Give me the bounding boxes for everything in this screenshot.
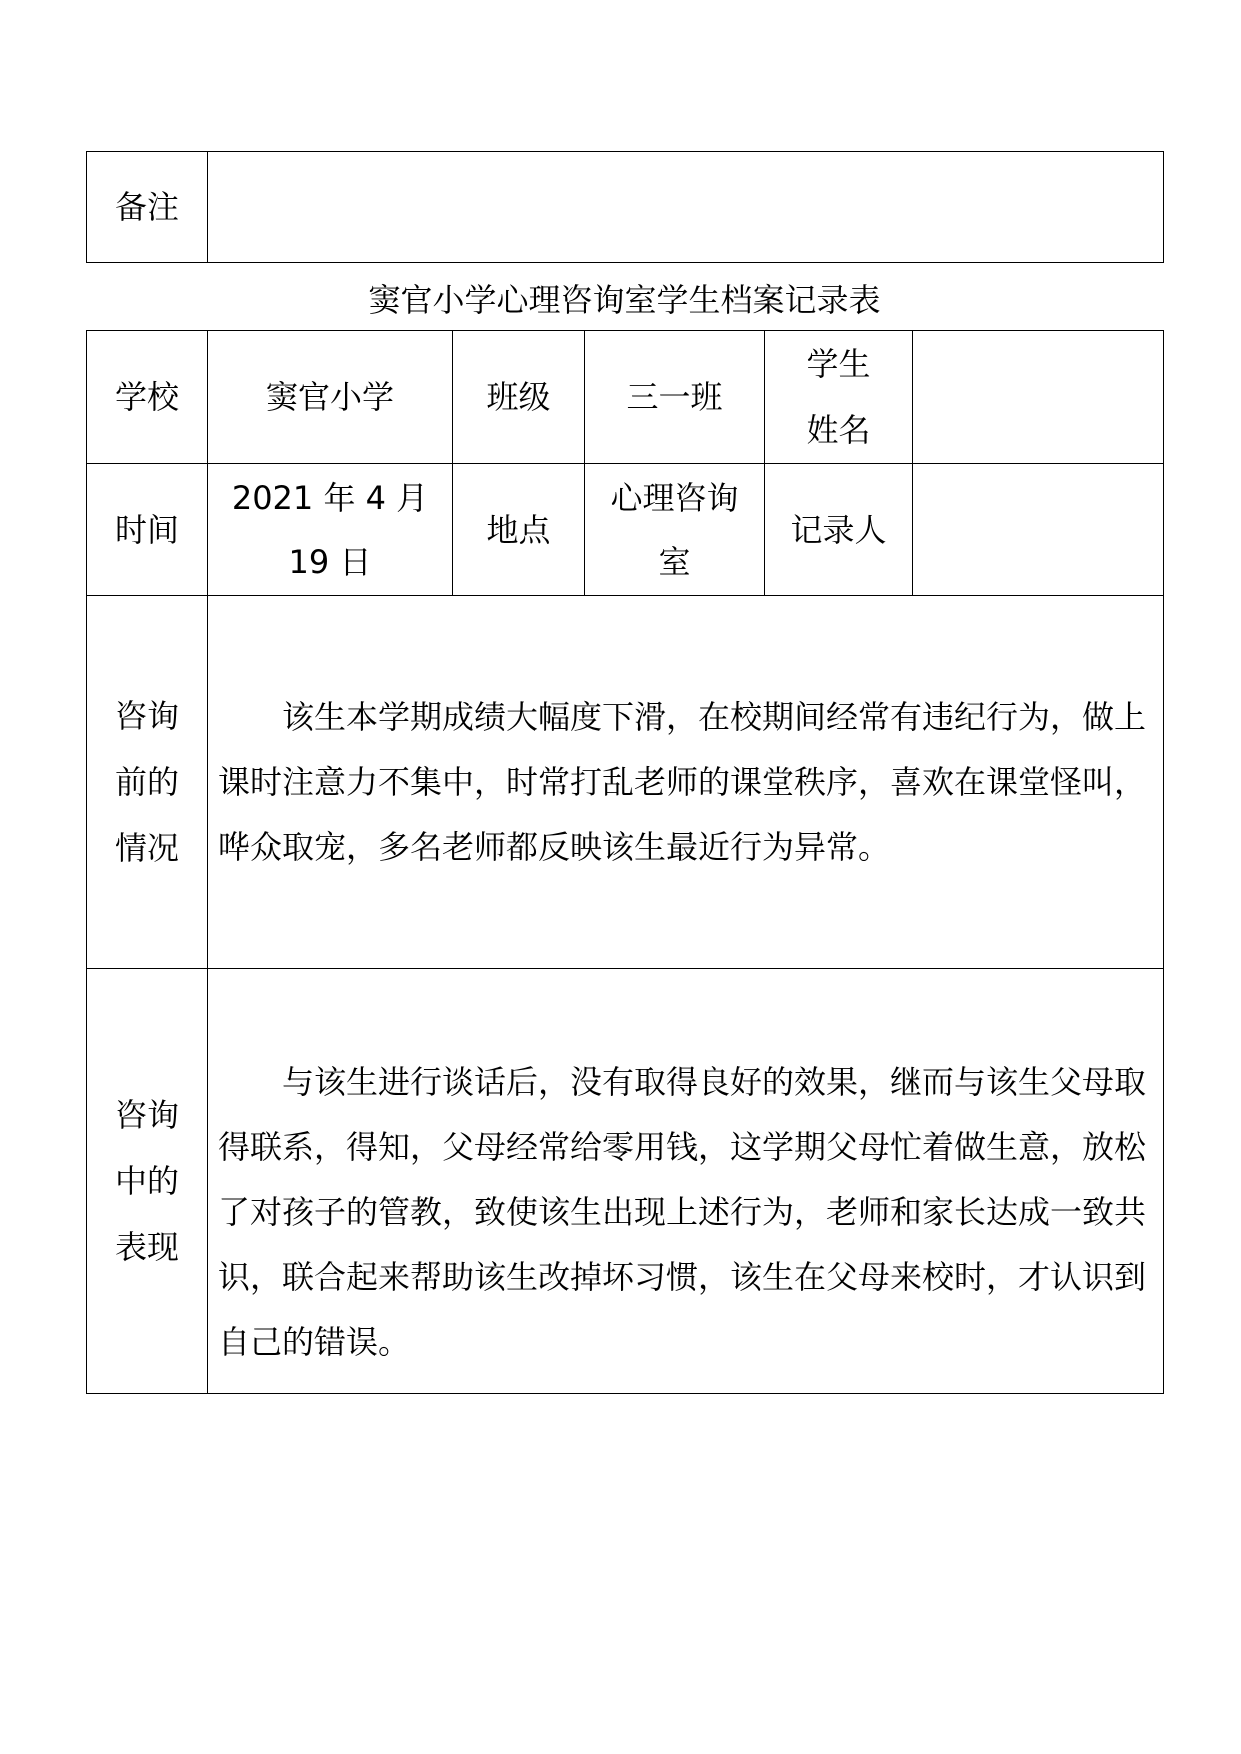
before-content: 该生本学期成绩大幅度下滑，在校期间经常有违纪行为，做上课时注意力不集中，时常打乱老师的课堂秩序，喜欢在课堂怪叫，哗众取宠，多名老师都反映该生最近行为异常。: [208, 596, 1164, 969]
table-row: [87, 331, 1164, 464]
table-row: [87, 969, 1164, 1394]
record-table: [86, 330, 1164, 1394]
place-value-text: 心理咨询室: [610, 478, 739, 581]
class-value: 三一班: [585, 331, 765, 464]
before-label: [87, 596, 208, 969]
table-row: [87, 596, 1164, 969]
remark-table: [86, 151, 1164, 263]
time-value-text: 2021 年 4 月 19 日: [231, 478, 429, 581]
during-label-text: 咨询中的表现: [114, 1096, 179, 1266]
recorder-label: 记录人: [765, 464, 913, 596]
school-value: 窦官小学: [208, 331, 453, 464]
recorder-value: [913, 464, 1164, 596]
class-label: 班级: [453, 331, 585, 464]
student-name-value: [913, 331, 1164, 464]
document-title: 窦官小学心理咨询室学生档案记录表: [368, 281, 881, 319]
time-label: 时间: [87, 464, 208, 596]
before-label-text: 咨询前的情况: [114, 697, 179, 867]
place-label: 地点: [453, 464, 585, 596]
school-label: 学校: [87, 331, 208, 464]
table-row: [87, 464, 1164, 596]
student-name-label: [765, 331, 913, 464]
student-name-label-text: 学生姓名: [806, 345, 871, 449]
during-label: [87, 969, 208, 1394]
place-value: [585, 464, 765, 596]
during-content: 与该生进行谈话后，没有取得良好的效果，继而与该生父母取得联系，得知，父母经常给零用钱，这学期父母忙着做生意，放松了对孩子的管教，致使该生出现上述行为，老师和家长达成一致共识，联合起来帮助该生改掉坏习惯，该生在父母来校时，才认识到自己的错误。: [208, 969, 1164, 1394]
remark-label: 备注: [87, 152, 208, 263]
time-value: [208, 464, 453, 596]
remark-value: [208, 152, 1164, 263]
